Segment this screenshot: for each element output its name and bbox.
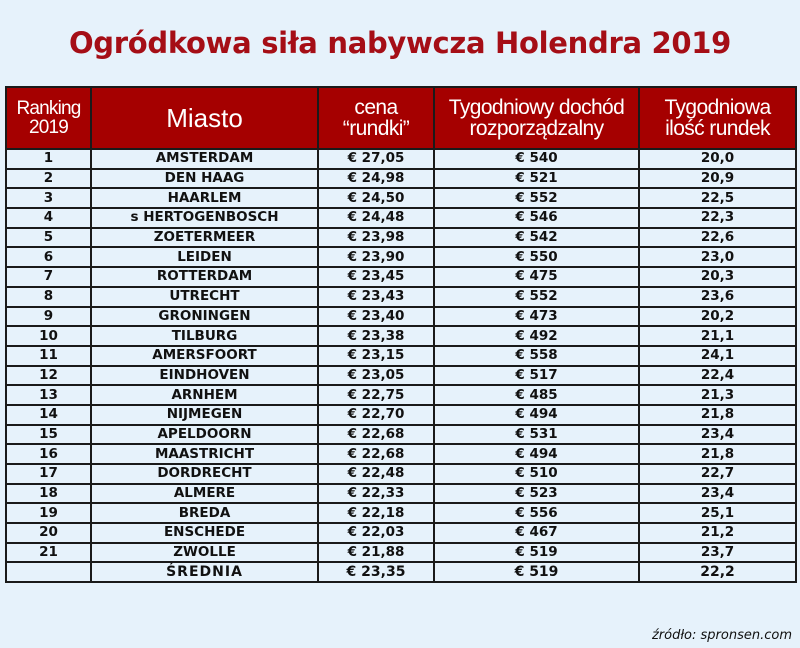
header-rounds <box>639 87 796 149</box>
cell-income: € 542 <box>434 228 639 248</box>
cell-rank: 18 <box>6 484 91 504</box>
table-row <box>6 523 796 543</box>
cell-price: € 23,40 <box>318 307 434 327</box>
cell-rounds: 22,6 <box>639 228 796 248</box>
cell-rounds: 21,2 <box>639 523 796 543</box>
table-row <box>6 326 796 346</box>
cell-rounds: 23,7 <box>639 543 796 563</box>
cell-income: € 552 <box>434 188 639 208</box>
cell-rank: 16 <box>6 444 91 464</box>
cell-rounds: 20,9 <box>639 169 796 189</box>
cell-city: ARNHEM <box>91 385 318 405</box>
cell-city: AMSTERDAM <box>91 149 318 169</box>
cell-rank: 6 <box>6 247 91 267</box>
table-body <box>6 149 796 582</box>
cell-income: € 492 <box>434 326 639 346</box>
cell-income: € 494 <box>434 405 639 425</box>
cell-income: € 485 <box>434 385 639 405</box>
cell-rank: 10 <box>6 326 91 346</box>
header-income <box>434 87 639 149</box>
page-title: Ogródkowa siła nabywcza Holendra 2019 <box>68 26 732 60</box>
cell-price: € 22,70 <box>318 405 434 425</box>
table-header-row <box>6 87 796 149</box>
cell-price: € 23,45 <box>318 267 434 287</box>
cell-price: € 22,18 <box>318 503 434 523</box>
cell-rounds: 21,8 <box>639 444 796 464</box>
cell-income: € 519 <box>434 562 639 582</box>
table-row <box>6 366 796 386</box>
cell-rank: 2 <box>6 169 91 189</box>
cell-rounds: 20,3 <box>639 267 796 287</box>
cell-price: € 22,48 <box>318 464 434 484</box>
cell-city: LEIDEN <box>91 247 318 267</box>
header-rank <box>6 87 91 149</box>
cell-rank: 8 <box>6 287 91 307</box>
source-credit: źródło: spronsen.com <box>651 628 792 643</box>
cell-income: € 546 <box>434 208 639 228</box>
cell-city: ENSCHEDE <box>91 523 318 543</box>
cell-income: € 531 <box>434 425 639 445</box>
cell-city: ALMERE <box>91 484 318 504</box>
header-rounds-line2: ilość rundek <box>665 117 770 140</box>
cell-income: € 556 <box>434 503 639 523</box>
cell-city: HAARLEM <box>91 188 318 208</box>
cell-price: € 27,05 <box>318 149 434 169</box>
cell-city: AMERSFOORT <box>91 346 318 366</box>
cell-income: € 519 <box>434 543 639 563</box>
cell-rank: 9 <box>6 307 91 327</box>
cell-rounds: 25,1 <box>639 503 796 523</box>
cell-price: € 23,38 <box>318 326 434 346</box>
cell-income: € 552 <box>434 287 639 307</box>
cell-price: € 22,68 <box>318 425 434 445</box>
cell-rank: 15 <box>6 425 91 445</box>
cell-city: APELDOORN <box>91 425 318 445</box>
cell-rank: 3 <box>6 188 91 208</box>
cell-rank: 12 <box>6 366 91 386</box>
table-row <box>6 208 796 228</box>
cell-rounds: 23,4 <box>639 425 796 445</box>
cell-city: ROTTERDAM <box>91 267 318 287</box>
cell-rounds: 23,0 <box>639 247 796 267</box>
header-price <box>318 87 434 149</box>
cell-income: € 510 <box>434 464 639 484</box>
cell-price: € 22,68 <box>318 444 434 464</box>
cell-rank: 7 <box>6 267 91 287</box>
table-row <box>6 464 796 484</box>
cell-price: € 23,05 <box>318 366 434 386</box>
cell-city: DEN HAAG <box>91 169 318 189</box>
cell-income: € 517 <box>434 366 639 386</box>
table-row <box>6 247 796 267</box>
cell-rounds: 21,1 <box>639 326 796 346</box>
cell-price: € 24,98 <box>318 169 434 189</box>
cell-rank: 19 <box>6 503 91 523</box>
cell-income: € 523 <box>434 484 639 504</box>
cell-rank: 1 <box>6 149 91 169</box>
cell-city: MAASTRICHT <box>91 444 318 464</box>
cell-rank: 21 <box>6 543 91 563</box>
cell-rank: 11 <box>6 346 91 366</box>
cell-rank: 14 <box>6 405 91 425</box>
table-row <box>6 543 796 563</box>
cell-city: ŚREDNIA <box>91 562 318 582</box>
cell-price: € 22,75 <box>318 385 434 405</box>
cell-rounds: 20,0 <box>639 149 796 169</box>
cell-city: UTRECHT <box>91 287 318 307</box>
cell-income: € 521 <box>434 169 639 189</box>
cell-price: € 22,03 <box>318 523 434 543</box>
cell-income: € 540 <box>434 149 639 169</box>
cell-price: € 21,88 <box>318 543 434 563</box>
cell-income: € 475 <box>434 267 639 287</box>
table-row <box>6 385 796 405</box>
table-row <box>6 307 796 327</box>
cell-rounds: 22,4 <box>639 366 796 386</box>
cell-price: € 22,33 <box>318 484 434 504</box>
header-rounds-line1: Tygodniowa <box>664 96 771 119</box>
cell-rank: 20 <box>6 523 91 543</box>
cell-price: € 23,43 <box>318 287 434 307</box>
cell-city: DORDRECHT <box>91 464 318 484</box>
table-row <box>6 267 796 287</box>
cell-income: € 550 <box>434 247 639 267</box>
average-row <box>6 562 796 582</box>
cell-rank: 17 <box>6 464 91 484</box>
cell-rank <box>6 562 91 582</box>
header-rank-line1: Ranking <box>16 98 81 119</box>
cell-rounds: 24,1 <box>639 346 796 366</box>
cell-income: € 467 <box>434 523 639 543</box>
cell-rounds: 20,2 <box>639 307 796 327</box>
cell-rank: 13 <box>6 385 91 405</box>
table-row <box>6 188 796 208</box>
header-income-line2: rozporządzalny <box>469 117 604 140</box>
cell-rounds: 22,5 <box>639 188 796 208</box>
cell-city: TILBURG <box>91 326 318 346</box>
cell-rounds: 22,3 <box>639 208 796 228</box>
table-row <box>6 484 796 504</box>
cell-price: € 23,90 <box>318 247 434 267</box>
cell-price: € 23,98 <box>318 228 434 248</box>
table-row <box>6 405 796 425</box>
cell-income: € 494 <box>434 444 639 464</box>
cell-city: ZWOLLE <box>91 543 318 563</box>
header-city: Miasto <box>91 87 318 149</box>
header-rank-line2: 2019 <box>28 117 69 138</box>
table-row <box>6 425 796 445</box>
cell-rounds: 22,7 <box>639 464 796 484</box>
cell-price: € 24,50 <box>318 188 434 208</box>
cell-rounds: 21,3 <box>639 385 796 405</box>
cell-income: € 558 <box>434 346 639 366</box>
table-row <box>6 503 796 523</box>
cell-rank: 4 <box>6 208 91 228</box>
header-price-line2: “rundki” <box>342 117 410 140</box>
cell-price: € 24,48 <box>318 208 434 228</box>
table-row <box>6 444 796 464</box>
header-income-line1: Tygodniowy dochód <box>448 96 625 119</box>
cell-rounds: 21,8 <box>639 405 796 425</box>
cell-income: € 473 <box>434 307 639 327</box>
cell-price: € 23,15 <box>318 346 434 366</box>
cell-city: EINDHOVEN <box>91 366 318 386</box>
cell-city: BREDA <box>91 503 318 523</box>
table-row <box>6 287 796 307</box>
cell-price: € 23,35 <box>318 562 434 582</box>
header-price-line1: cena <box>354 96 398 119</box>
table-row <box>6 149 796 169</box>
cell-city: GRONINGEN <box>91 307 318 327</box>
cell-rounds: 23,6 <box>639 287 796 307</box>
table-row <box>6 169 796 189</box>
cell-rounds: 23,4 <box>639 484 796 504</box>
cell-city: NIJMEGEN <box>91 405 318 425</box>
cell-rank: 5 <box>6 228 91 248</box>
cell-city: s HERTOGENBOSCH <box>91 208 318 228</box>
table-row <box>6 228 796 248</box>
ranking-table <box>5 86 797 583</box>
cell-rounds: 22,2 <box>639 562 796 582</box>
cell-city: ZOETERMEER <box>91 228 318 248</box>
table-row <box>6 346 796 366</box>
